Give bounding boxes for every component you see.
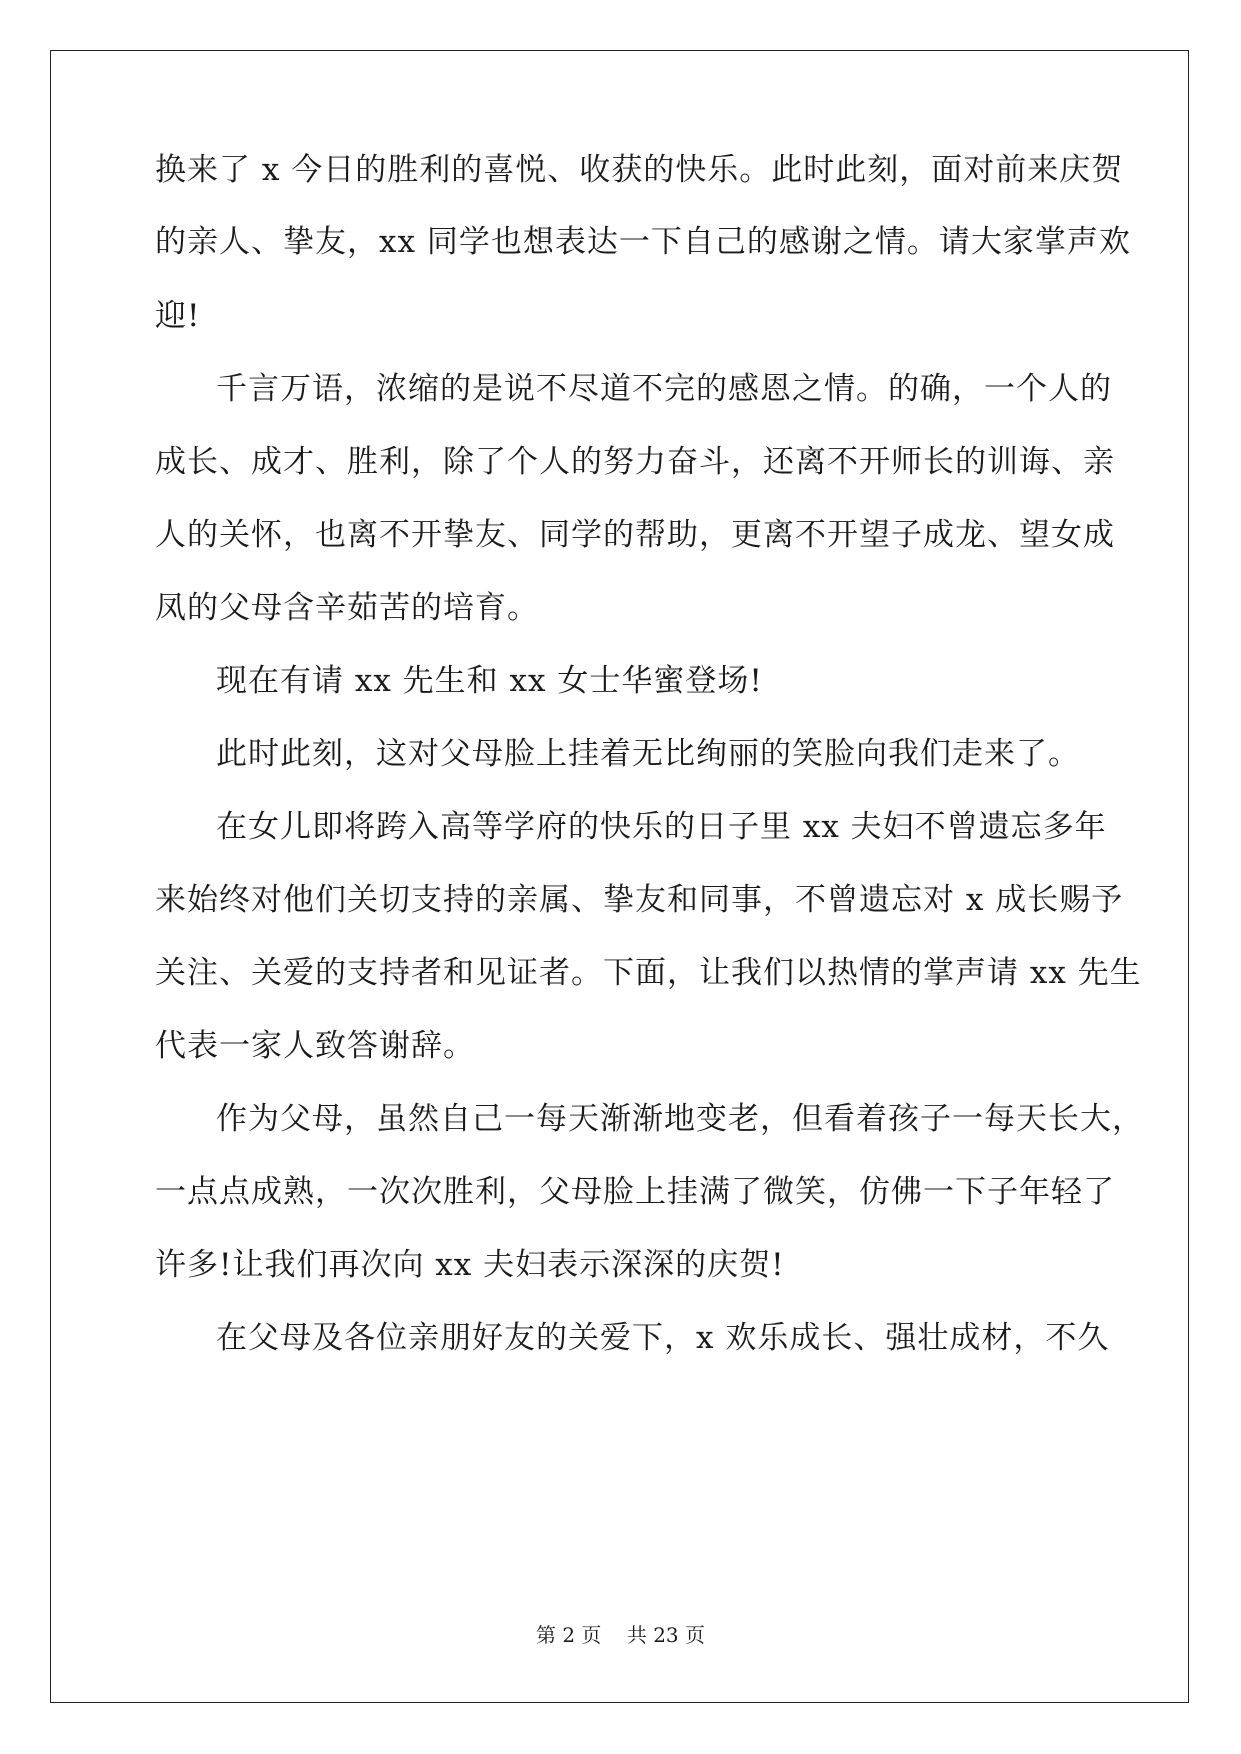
page-number-footer: 第 2 页 共 23 页 [535, 1623, 706, 1647]
text-line: 关注、关爱的支持者和见证者。下面，让我们以热情的掌声请 xx 先生 [155, 955, 1142, 991]
text-line: 来始终对他们关切支持的亲属、挚友和同事，不曾遗忘对 x 成长赐予 [155, 882, 1124, 918]
text-line: 此时此刻，这对父母脸上挂着无比绚丽的笑脸向我们走来了。 [216, 736, 1080, 772]
text-line: 在女儿即将跨入高等学府的快乐的日子里 xx 夫妇不曾遗忘多年 [216, 809, 1107, 845]
page-border [50, 50, 1189, 1703]
text-line: 人的关怀，也离不开挚友、同学的帮助，更离不开望子成龙、望女成 [155, 517, 1115, 553]
text-line: 成长、成才、胜利，除了个人的努力奋斗，还离不开师长的训诲、亲 [155, 444, 1115, 480]
text-line: 换来了 x 今日的胜利的喜悦、收获的快乐。此时此刻，面对前来庆贺 [155, 152, 1124, 188]
text-line: 代表一家人致答谢辞。 [155, 1028, 475, 1064]
text-line: 迎! [155, 298, 201, 334]
text-line: 的亲人、挚友，xx 同学也想表达一下自己的感谢之情。请大家掌声欢 [155, 224, 1131, 260]
text-line: 作为父母，虽然自己一每天渐渐地变老，但看着孩子一每天长大， [216, 1101, 1144, 1137]
text-line: 一点点成熟，一次次胜利，父母脸上挂满了微笑，仿佛一下子年轻了 [155, 1174, 1115, 1210]
text-line: 千言万语，浓缩的是说不尽道不完的感恩之情。的确，一个人的 [216, 371, 1112, 407]
text-line: 凤的父母含辛茹苦的培育。 [155, 590, 539, 626]
text-line: 许多!让我们再次向 xx 夫妇表示深深的庆贺! [155, 1247, 785, 1283]
text-line: 在父母及各位亲朋好友的关爱下，x 欢乐成长、强壮成材，不久 [216, 1320, 1110, 1356]
text-line: 现在有请 xx 先生和 xx 女士华蜜登场! [216, 663, 763, 699]
